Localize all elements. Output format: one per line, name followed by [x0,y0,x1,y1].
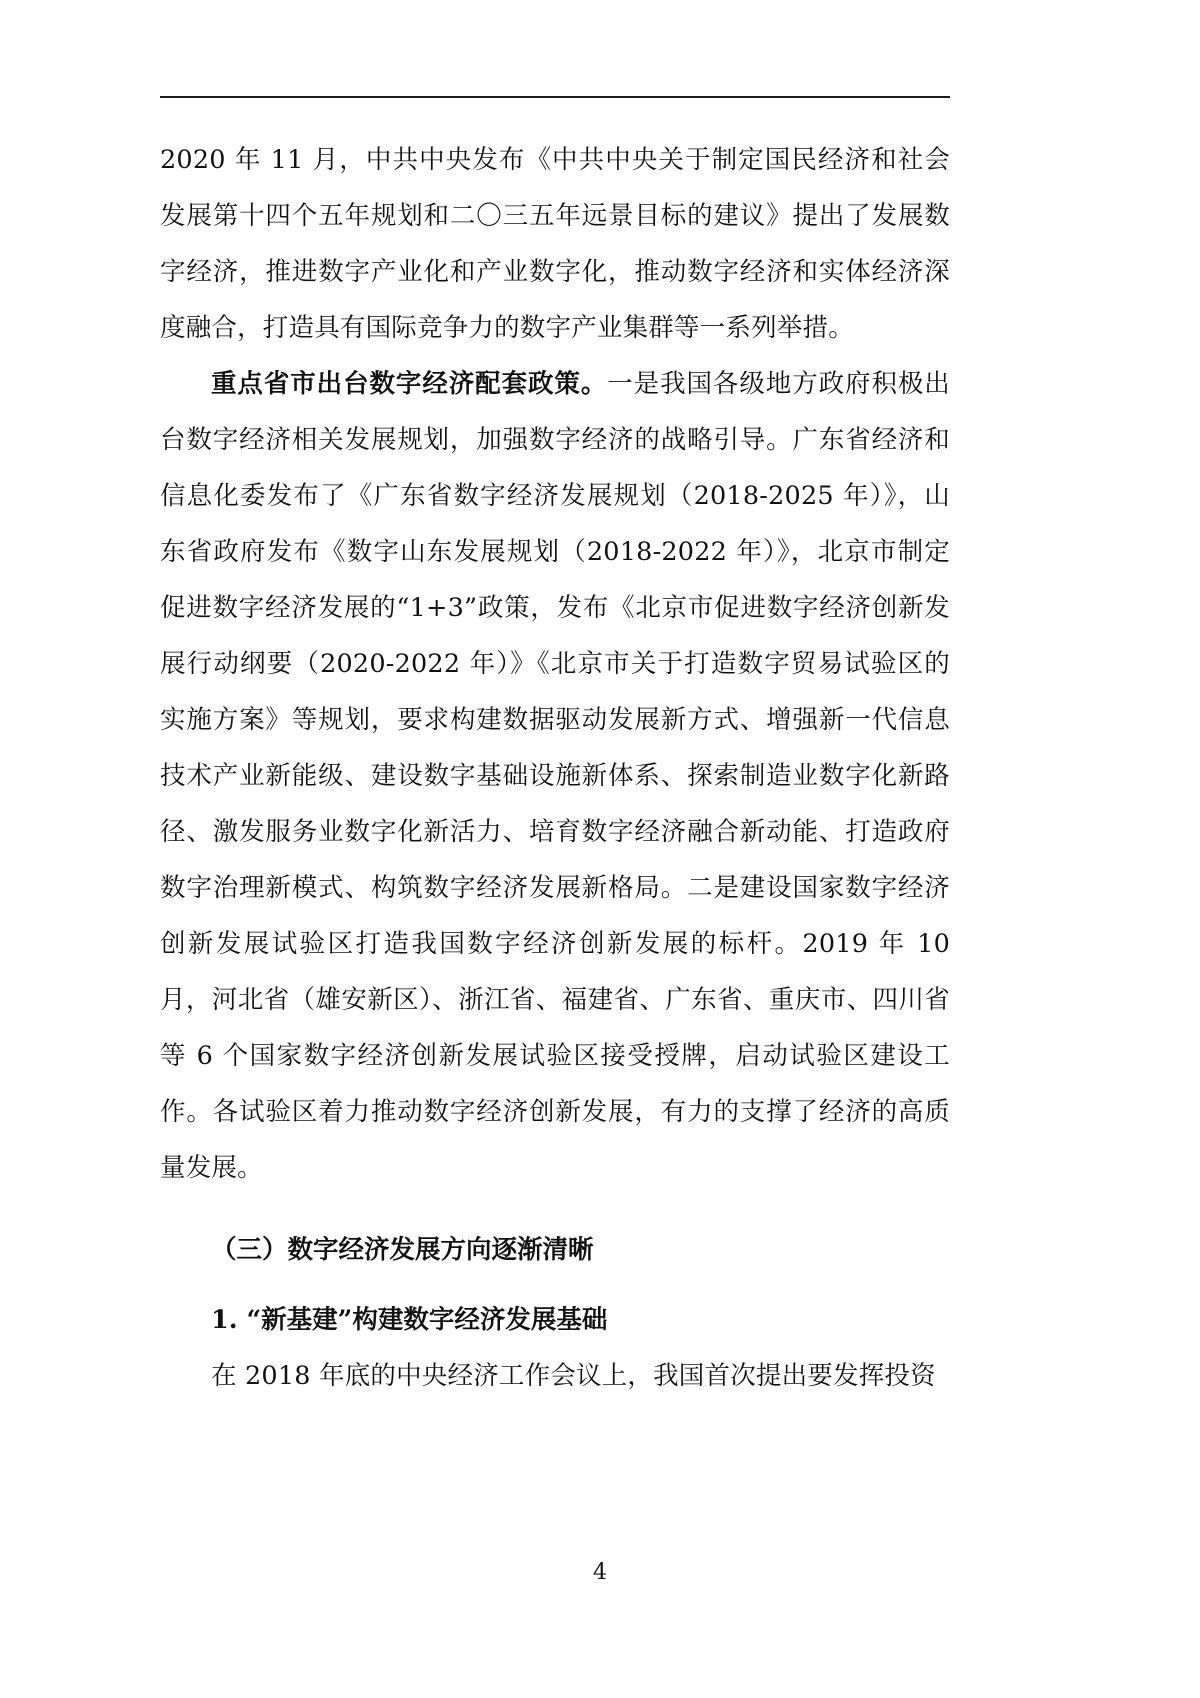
paragraph-new-infrastructure: 在 2018 年底的中央经济工作会议上，我国首次提出要发挥投资 [211,1361,936,1391]
header-divider [160,96,950,98]
section-heading: （三）数字经济发展方向逐渐清晰 [211,1235,594,1265]
page-content [160,96,950,1404]
subsection-heading: 1. “新基建”构建数字经济发展基础 [211,1305,608,1335]
paragraph-policy-intro: 2020 年 11 月，中共中央发布《中共中央关于制定国民经济和社会发展第十四个五年规划和二〇三五年远景目标的建议》提出了发展数字经济，推进数字产业化和产业数字化，推动数字经济和实体经济深度融合，打造具有国际竞争力的数字产业集群等一系列举措。 [160,145,950,343]
paragraph-body-text: 一是我国各级地方政府积极出台数字经济相关发展规划，加强数字经济的战略引导。广东省经济和信息化委发布了《广东省数字经济发展规划（2018-2025 年）》，山东省政府发布《数字山东发展规划（2018-2022 年）》，北京市制定促进数字经济发展的“1+3”政策，发布《北京市促进数字经济创新发展行动纲要（2020-2022 年）》《北京市关于打造数字贸易试验区的实施方案》等规划，要求构建数据驱动发展新方式、增强新一代信息技术产业新能级、建设数字基础设施新体系、探索制造业数字化新路径、激发服务业数字化新活力、培育数字经济融合新动能、打造政府数字治理新模式、构筑数字经济发展新格局。二是建设国家数字经济创新发展试验区打造我国数字经济创新发展的标杆。2019 年 10 月，河北省（雄安新区）、浙江省、福建省、广东省、重庆市、四川省等 6 个国家数字经济创新发展试验区接受授牌，启动试验区建设工作。各试验区着力推动数字经济创新发展，有力的支撑了经济的高质量发展。 [160,369,950,1183]
paragraph-lead-bold: 重点省市出台数字经济配套政策。 [211,369,608,399]
paragraph-provincial-policies [160,356,950,1196]
page-number: 4 [593,1560,607,1585]
